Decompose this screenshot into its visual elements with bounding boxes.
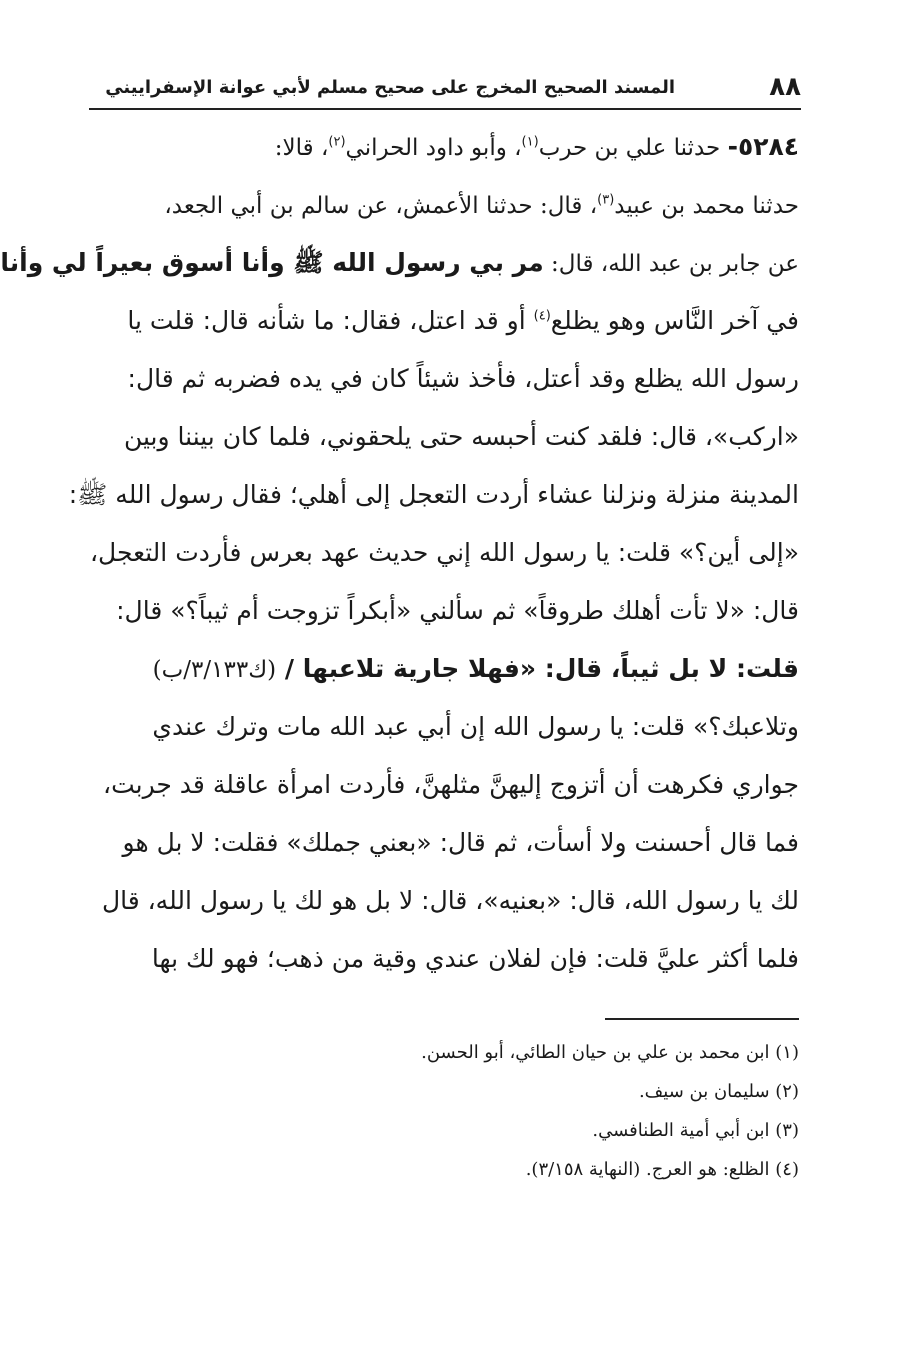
- text-line: [75, 646, 799, 704]
- text-line: المدينة منزلة ونزلنا عشاء أردت التعجل إلى أهلي؛ فقال رسول الله ﷺ:: [68, 480, 799, 509]
- text-line: قال: «لا تأت أهلك طروقاً» ثم سألني «أبكراً تزوجت أم ثيباً؟» قال:: [116, 596, 799, 625]
- footnote: (٤) الظلع: هو العرج. (النهاية ٣/١٥٨).: [525, 1159, 799, 1180]
- footnote: (١) ابن محمد بن علي بن حيان الطائي، أبو الحسن.: [421, 1042, 799, 1063]
- text-line: فلما أكثر عليَّ قلت: فإن لفلان عندي وقية من ذهب؛ فهو لك بها: [151, 944, 799, 973]
- footnote-divider: [605, 1018, 799, 1020]
- manuscript-reference: (ك٣/١٣٣/ب): [152, 657, 277, 683]
- text-segment: أو قد اعتل، فقال: ما شأنه قال: قلت يا: [127, 306, 534, 335]
- text-segment: حدثنا علي بن حرب: [538, 135, 728, 161]
- text-line: [75, 124, 799, 182]
- text-line: «اركب»، قال: فلقد كنت أحبسه حتى يلحقوني، فلما كان بيننا وبين: [123, 422, 799, 451]
- text-line: رسول الله يظلع وقد أعتل، فأخذ شيئاً كان في يده فضربه ثم قال:: [127, 364, 799, 393]
- hadith-number: ٥٢٨٤-: [727, 132, 799, 161]
- text-line: لك يا رسول الله، قال: «بعنيه»، قال: لا بل هو لك يا رسول الله، قال: [101, 886, 799, 915]
- page-number: ٨٨: [769, 72, 801, 102]
- text-segment: حدثنا محمد بن عبيد: [614, 193, 799, 219]
- text-line: [0, 240, 799, 298]
- text-segment: ، قال: حدثنا الأعمش، عن سالم بن أبي الجعد،: [164, 193, 598, 219]
- hadith-text: [0, 124, 799, 994]
- text-line: وتلاعبك؟» قلت: يا رسول الله إن أبي عبد الله مات وترك عندي: [152, 712, 799, 741]
- footnotes: [119, 1036, 799, 1192]
- footnote-marker: (٤): [533, 308, 551, 324]
- text-line: [75, 298, 799, 356]
- footnote-marker: (١): [521, 134, 539, 150]
- text-line: [75, 182, 799, 240]
- text-line: جواري فكرهت أن أتزوج إليهنَّ مثلهنَّ، فأردت امرأة عاقلة قد جربت،: [103, 770, 799, 799]
- text-line: «إلى أين؟» قلت: يا رسول الله إني حديث عهد بعرس فأردت التعجل،: [89, 538, 799, 567]
- footnote-marker: (٣): [597, 192, 615, 208]
- text-segment: قلت: لا بل ثيباً، قال: «فهلا جارية تلاعبها /: [276, 654, 799, 683]
- text-segment: ، قالا:: [274, 135, 329, 161]
- running-header: [89, 70, 801, 110]
- text-segment: ، وأبو داود الحراني: [345, 135, 522, 161]
- text-segment: مر بي رسول الله ﷺ وأنا أسوق بعيراً لي وأنا: [0, 248, 544, 277]
- text-segment: عن جابر بن عبد الله، قال:: [543, 251, 799, 277]
- footnote: (٢) سليمان بن سيف.: [638, 1081, 799, 1102]
- book-title: المسند الصحيح المخرج على صحيح مسلم لأبي عوانة الإسفراييني: [105, 77, 675, 98]
- text-line: فما قال أحسنت ولا أسأت، ثم قال: «بعني جملك» فقلت: لا بل هو: [122, 828, 799, 857]
- footnote: (٣) ابن أبي أمية الطنافسي.: [592, 1120, 799, 1141]
- footnote-marker: (٢): [328, 134, 346, 150]
- text-segment: في آخر النَّاس وهو يظلع: [550, 306, 799, 335]
